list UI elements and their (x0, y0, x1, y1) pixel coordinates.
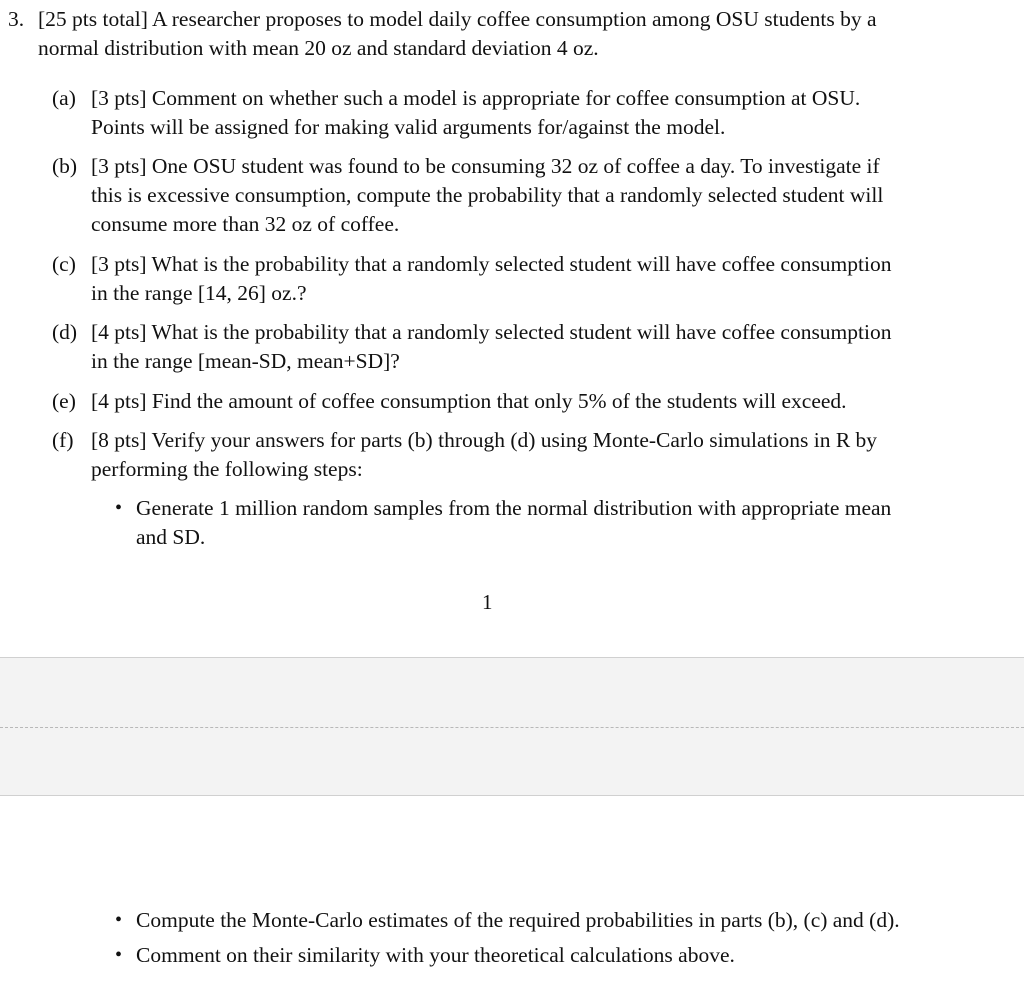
page-2 (0, 796, 1024, 995)
part-d-line2: in the range [mean-SD, mean+SD]? (91, 349, 400, 373)
question-intro-line1: [25 pts total] A researcher proposes to model daily coffee consumption among OSU students by a (38, 7, 877, 31)
page-break-area (0, 657, 1024, 796)
part-f-tag: (f) (52, 428, 74, 452)
part-c-line2: in the range [14, 26] oz.? (91, 281, 307, 305)
part-d-line1: [4 pts] What is the probability that a randomly selected student will have coffee consumption (91, 320, 892, 344)
part-a-tag: (a) (52, 86, 76, 110)
bullet-icon: • (115, 944, 123, 966)
part-a-line1: [3 pts] Comment on whether such a model is appropriate for coffee consumption at OSU. (91, 86, 861, 110)
bullet-icon: • (115, 909, 123, 931)
question-number: 3. (8, 7, 25, 31)
bullet3-text: Comment on their similarity with your theoretical calculations above. (136, 943, 735, 967)
bullet2-text: Compute the Monte-Carlo estimates of the required probabilities in parts (b), (c) and (d). (136, 908, 900, 932)
bullet1-line1: Generate 1 million random samples from the normal distribution with appropriate mean (136, 496, 892, 520)
part-d-tag: (d) (52, 320, 78, 344)
part-f-line2: performing the following steps: (91, 457, 363, 481)
part-b-line3: consume more than 32 oz of coffee. (91, 212, 400, 236)
part-b-line1: [3 pts] One OSU student was found to be consuming 32 oz of coffee a day. To investigate if (91, 154, 880, 178)
part-e-line1: [4 pts] Find the amount of coffee consumption that only 5% of the students will exceed. (91, 389, 847, 413)
part-e-tag: (e) (52, 389, 76, 413)
part-a-line2: Points will be assigned for making valid arguments for/against the model. (91, 115, 726, 139)
bullet1-line2: and SD. (136, 525, 206, 549)
part-f-line1: [8 pts] Verify your answers for parts (b) through (d) using Monte-Carlo simulations in R by (91, 428, 878, 452)
part-b-tag: (b) (52, 154, 78, 178)
question-intro-line2: normal distribution with mean 20 oz and standard deviation 4 oz. (38, 36, 599, 60)
part-c-tag: (c) (52, 252, 76, 276)
part-b-line2: this is excessive consumption, compute the probability that a randomly selected student will (91, 183, 884, 207)
bullet-icon: • (115, 497, 123, 519)
part-c-line1: [3 pts] What is the probability that a randomly selected student will have coffee consumption (91, 252, 892, 276)
page-break-divider (0, 727, 1024, 728)
page-number: 1 (482, 590, 493, 614)
